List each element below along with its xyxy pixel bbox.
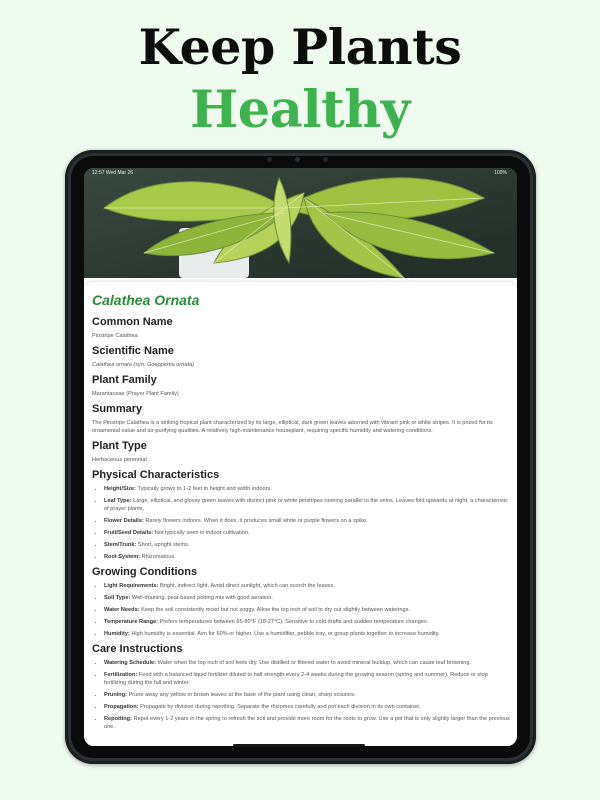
list-item-label: Fertilization: (104, 672, 138, 678)
list-item-label: Watering Schedule: (104, 660, 157, 666)
list-item-label: Root System: (104, 554, 141, 560)
app-screen (84, 168, 517, 746)
headline-line-1: Keep Plants (138, 18, 462, 76)
list-item-label: Flower Details: (104, 518, 144, 524)
physical-list (92, 485, 510, 561)
plant-type-text: Herbaceous perennial (92, 457, 147, 463)
list-item-text: Not typically seen in indoor cultivation. (154, 530, 250, 536)
plant-photo (84, 168, 517, 278)
list-item-label: Temperature Range: (104, 619, 158, 625)
growing-heading: Growing Conditions (92, 566, 198, 578)
list-item-text: Water when the top inch of soil feels dry. Use distilled or filtered water to avoid mineral buildup, which can cause leaf browning. (157, 660, 471, 666)
status-battery: 100% (494, 170, 507, 176)
list-item (104, 703, 510, 711)
list-item-text: Large, elliptical, and glossy green leaves with distinct pink or white pinstripes running parallel to the veins. Leaves fold upwards at night, a characteristic of prayer plants. (104, 498, 508, 512)
summary-text: The Pinstripe Calathea is a striking tropical plant characterized by its large, elliptical, dark green leaves adorned with vibrant pink or white stripes. It is prized for its ornamental value and air-purifying qualities. A relatively high-maintenance houseplant, requiring specific humidity and watering conditions. (92, 420, 493, 434)
physical-heading: Physical Characteristics (92, 469, 220, 481)
list-item-label: Water Needs: (104, 607, 140, 613)
list-item (104, 606, 510, 614)
list-item (104, 541, 510, 549)
list-item (104, 659, 510, 667)
plant-detail-card[interactable] (84, 282, 517, 746)
list-item-text: Propagate by division during repotting. Separate the rhizomes carefully and pot each division in its own container. (140, 704, 421, 710)
list-item-label: Soil Type: (104, 595, 131, 601)
headline-line-2: Healthy (190, 80, 410, 140)
list-item-label: Light Requirements: (104, 583, 159, 589)
home-indicator[interactable] (233, 744, 365, 747)
plant-detail-content (92, 292, 510, 735)
common-name-text: Pinstripe Calathea (92, 333, 138, 339)
plant-type-heading: Plant Type (92, 440, 147, 452)
list-item (104, 517, 510, 525)
list-item (104, 497, 510, 513)
plant-family-heading: Plant Family (92, 374, 157, 386)
list-item-label: Fruit/Seed Details: (104, 530, 154, 536)
list-item (104, 715, 510, 731)
list-item (104, 582, 510, 590)
list-item-text: Typically grows to 1-2 feet in height and width indoors. (137, 486, 272, 492)
scientific-name-text: Calathea ornata (syn. Goeppertia ornata) (92, 362, 194, 368)
list-item-text: Bright, indirect light. Avoid direct sunlight, which can scorch the leaves. (159, 583, 335, 589)
list-item-label: Leaf Type: (104, 498, 132, 504)
camera-dot-icon (267, 157, 272, 162)
list-item (104, 485, 510, 493)
list-item (104, 594, 510, 602)
status-bar (84, 168, 517, 178)
list-item-text: Short, upright stems. (137, 542, 190, 548)
list-item-label: Humidity: (104, 631, 130, 637)
common-name-heading: Common Name (92, 316, 173, 328)
list-item (104, 691, 510, 699)
plant-title: Calathea Ornata (92, 292, 200, 308)
list-item-text: Well-draining, peat-based potting mix with good aeration. (131, 595, 273, 601)
list-item (104, 529, 510, 537)
list-item (104, 630, 510, 638)
list-item-label: Repotting: (104, 716, 132, 722)
list-item-text: Prune away any yellow or brown leaves at the base of the plant using clean, sharp scissors. (128, 692, 356, 698)
care-list (92, 659, 510, 731)
scientific-name-heading: Scientific Name (92, 345, 174, 357)
summary-heading: Summary (92, 403, 143, 415)
list-item-text: High humidity is essential. Aim for 60% or higher. Use a humidifier, pebble tray, or group plants together to increase humidity. (131, 631, 440, 637)
list-item (104, 553, 510, 561)
plant-family-text: Marantaceae (Prayer Plant Family) (92, 391, 179, 397)
list-item-text: Repot every 1-2 years in the spring to refresh the soil and provide more room for the roots to grow. Use a pot that is only slightly larger than the previous one. (104, 716, 510, 730)
plant-photo-illustration (84, 168, 517, 278)
sensor-dot-icon (323, 157, 328, 162)
list-item-text: Rarely flowers indoors. When it does, it produces small white or purple flowers on a spike. (145, 518, 368, 524)
camera-lens-icon (295, 157, 300, 162)
list-item-label: Propagation: (104, 704, 139, 710)
list-item-text: Feed with a balanced liquid fertilizer diluted to half strength every 2-4 weeks during the growing season (spring and summer). Reduce or stop fertilizing during the fall and winter. (104, 672, 489, 686)
care-heading: Care Instructions (92, 643, 183, 655)
list-item-text: Prefers temperatures between 65-80°F (18-27°C). Sensitive to cold drafts and sudden temperature changes. (159, 619, 429, 625)
status-time: 12:57 Wed Mar 26 (92, 170, 134, 176)
list-item-text: Keep the soil consistently moist but not soggy. Allow the top inch of soil to dry out slightly between waterings. (141, 607, 410, 613)
list-item-label: Stem/Trunk: (104, 542, 137, 548)
growing-list (92, 582, 510, 638)
list-item (104, 671, 510, 687)
list-item-label: Pruning: (104, 692, 127, 698)
list-item-label: Height/Size: (104, 486, 137, 492)
list-item-text: Rhizomatous. (141, 554, 176, 560)
list-item (104, 618, 510, 626)
